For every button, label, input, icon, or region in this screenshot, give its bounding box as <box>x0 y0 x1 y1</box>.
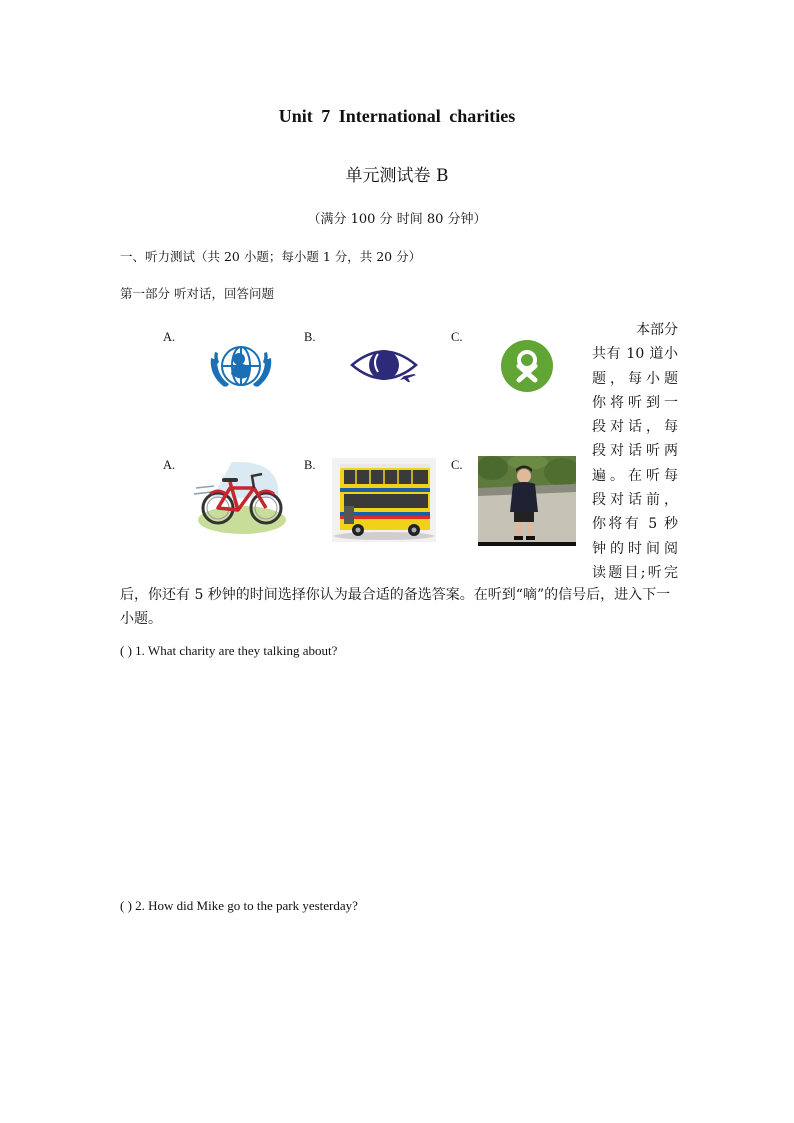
instruction-line: 遍。在听每 <box>592 467 678 484</box>
option-c-label-row2: C. <box>451 458 463 472</box>
instruction-line: 读题目;听完 <box>592 564 678 581</box>
instruction-line: 段对话听两 <box>592 443 678 460</box>
instruction-line-full: 后，你还有 5 秒钟的时间选择你认为最合适的备选答案。在听到“嘀”的信号后，进入下一 <box>120 587 671 603</box>
instruction-line-full: 小题。 <box>120 611 162 627</box>
instruction-line: 你将有 5 秒 <box>592 516 678 533</box>
option-b-label-row2: B. <box>304 458 316 472</box>
instruction-line: 段对话，每 <box>592 419 678 436</box>
instruction-line: 段对话前， <box>592 492 678 509</box>
double-decker-bus-photo <box>332 458 436 542</box>
bicycle-icon <box>192 458 288 538</box>
orbis-eye-logo-icon <box>348 340 420 390</box>
page-subtitle: 单元测试卷 B <box>345 166 449 186</box>
part-heading: 第一部分 听对话，回答问题 <box>120 286 274 301</box>
option-a-label-row1: A. <box>163 330 176 344</box>
option-b-label-row1: B. <box>304 330 316 344</box>
instruction-line: 钟的时间阅 <box>592 540 678 557</box>
instructions-column <box>592 318 678 585</box>
question-1: ( ) 1. What charity are they talking about? <box>120 643 338 658</box>
walking-boy-photo <box>478 456 576 546</box>
instruction-line: 题，每小题 <box>592 370 678 387</box>
unicef-logo-icon <box>205 340 277 396</box>
option-c-label-row1: C. <box>451 330 463 344</box>
score-time-info: （满分 100 分 时间 80 分钟） <box>307 212 487 227</box>
option-a-label-row2: A. <box>163 458 176 472</box>
instruction-line: 共有 10 道小 <box>592 346 678 363</box>
instruction-line: 本部分 <box>636 322 678 338</box>
section-heading: 一、听力测试（共 20 小题；每小题 1 分，共 20 分） <box>120 249 422 264</box>
oxfam-logo-icon <box>500 338 554 394</box>
question-2: ( ) 2. How did Mike go to the park yesterday? <box>120 898 358 913</box>
page-title: Unit 7 International charities <box>278 106 516 126</box>
instruction-line: 你将听到一 <box>592 394 678 411</box>
